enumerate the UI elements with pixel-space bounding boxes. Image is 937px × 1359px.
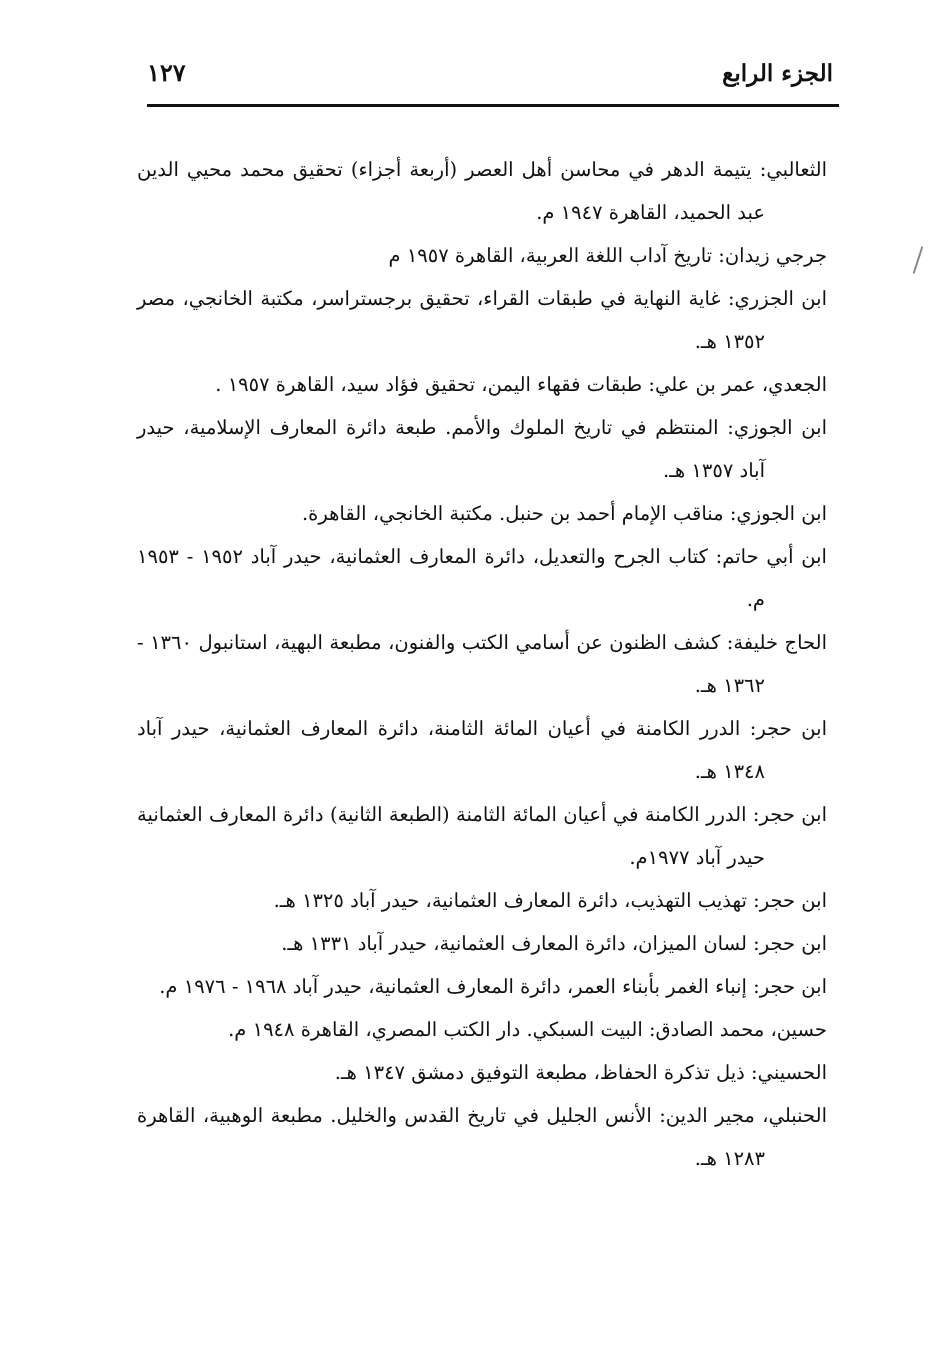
bibliography-entry: ابن الجوزي: مناقب الإمام أحمد بن حنبل. مكتبة الخانجي، القاهرة. — [301, 502, 827, 525]
bibliography-entry: جرجي زيدان: تاريخ آداب اللغة العربية، القاهرة ١٩٥٧ م — [388, 244, 827, 267]
margin-pen-mark — [913, 246, 924, 273]
bibliography-entry: ابن حجر: إنباء الغمر بأبناء العمر، دائرة المعارف العثمانية، حيدر آباد ١٩٦٨ - ١٩٧٦ م. — [159, 975, 827, 998]
bibliography-entry: حسين، محمد الصادق: البيت السبكي. دار الكتب المصري، القاهرة ١٩٤٨ م. — [228, 1018, 827, 1041]
bibliography-entry: الثعالبي: يتيمة الدهر في محاسن أهل العصر (أربعة أجزاء) تحقيق محمد محيي الدين عبد الحميد، القاهرة ١٩٤٧ م. — [137, 158, 827, 224]
header-rule — [147, 104, 839, 107]
bibliography-entry: ابن حجر: الدرر الكامنة في أعيان المائة الثامنة (الطبعة الثانية) دائرة المعارف العثمانية حيدر آباد ١٩٧٧م. — [137, 803, 827, 869]
bibliography-entry: ابن حجر: الدرر الكامنة في أعيان المائة الثامنة، دائرة المعارف العثمانية، حيدر آباد ١٣٤٨ هـ. — [137, 717, 827, 783]
bibliography-list — [137, 148, 827, 1180]
bibliography-entry: الحسيني: ذيل تذكرة الحفاظ، مطبعة التوفيق دمشق ١٣٤٧ هـ. — [334, 1061, 827, 1084]
page-header — [147, 52, 837, 96]
bibliography-entry: ابن الجزري: غاية النهاية في طبقات القراء، تحقيق برجستراسر، مكتبة الخانجي، مصر ١٣٥٢ هـ. — [137, 287, 827, 353]
bibliography-entry: ابن حجر: تهذيب التهذيب، دائرة المعارف العثمانية، حيدر آباد ١٣٢٥ هـ. — [273, 889, 827, 912]
bibliography-entry: ابن حجر: لسان الميزان، دائرة المعارف العثمانية، حيدر آباد ١٣٣١ هـ. — [281, 932, 827, 955]
running-head: الجزء الرابع — [722, 60, 833, 87]
page-number: ١٢٧ — [147, 58, 186, 87]
bibliography-entry: ابن الجوزي: المنتظم في تاريخ الملوك والأمم. طبعة دائرة المعارف الإسلامية، حيدر آباد ١٣٥٧ هـ. — [137, 416, 827, 482]
bibliography-entry: الحاج خليفة: كشف الظنون عن أسامي الكتب والفنون، مطبعة البهية، استانبول ١٣٦٠ - ١٣٦٢ هـ. — [137, 631, 827, 697]
bibliography-entry: الحنبلي، مجير الدين: الأنس الجليل في تاريخ القدس والخليل. مطبعة الوهبية، القاهرة ١٢٨٣ هـ. — [137, 1104, 827, 1170]
bibliography-entry: ابن أبي حاتم: كتاب الجرح والتعديل، دائرة المعارف العثمانية، حيدر آباد ١٩٥٢ - ١٩٥٣ م. — [137, 545, 827, 611]
bibliography-entry: الجعدي، عمر بن علي: طبقات فقهاء اليمن، تحقيق فؤاد سيد، القاهرة ١٩٥٧ . — [215, 373, 827, 396]
